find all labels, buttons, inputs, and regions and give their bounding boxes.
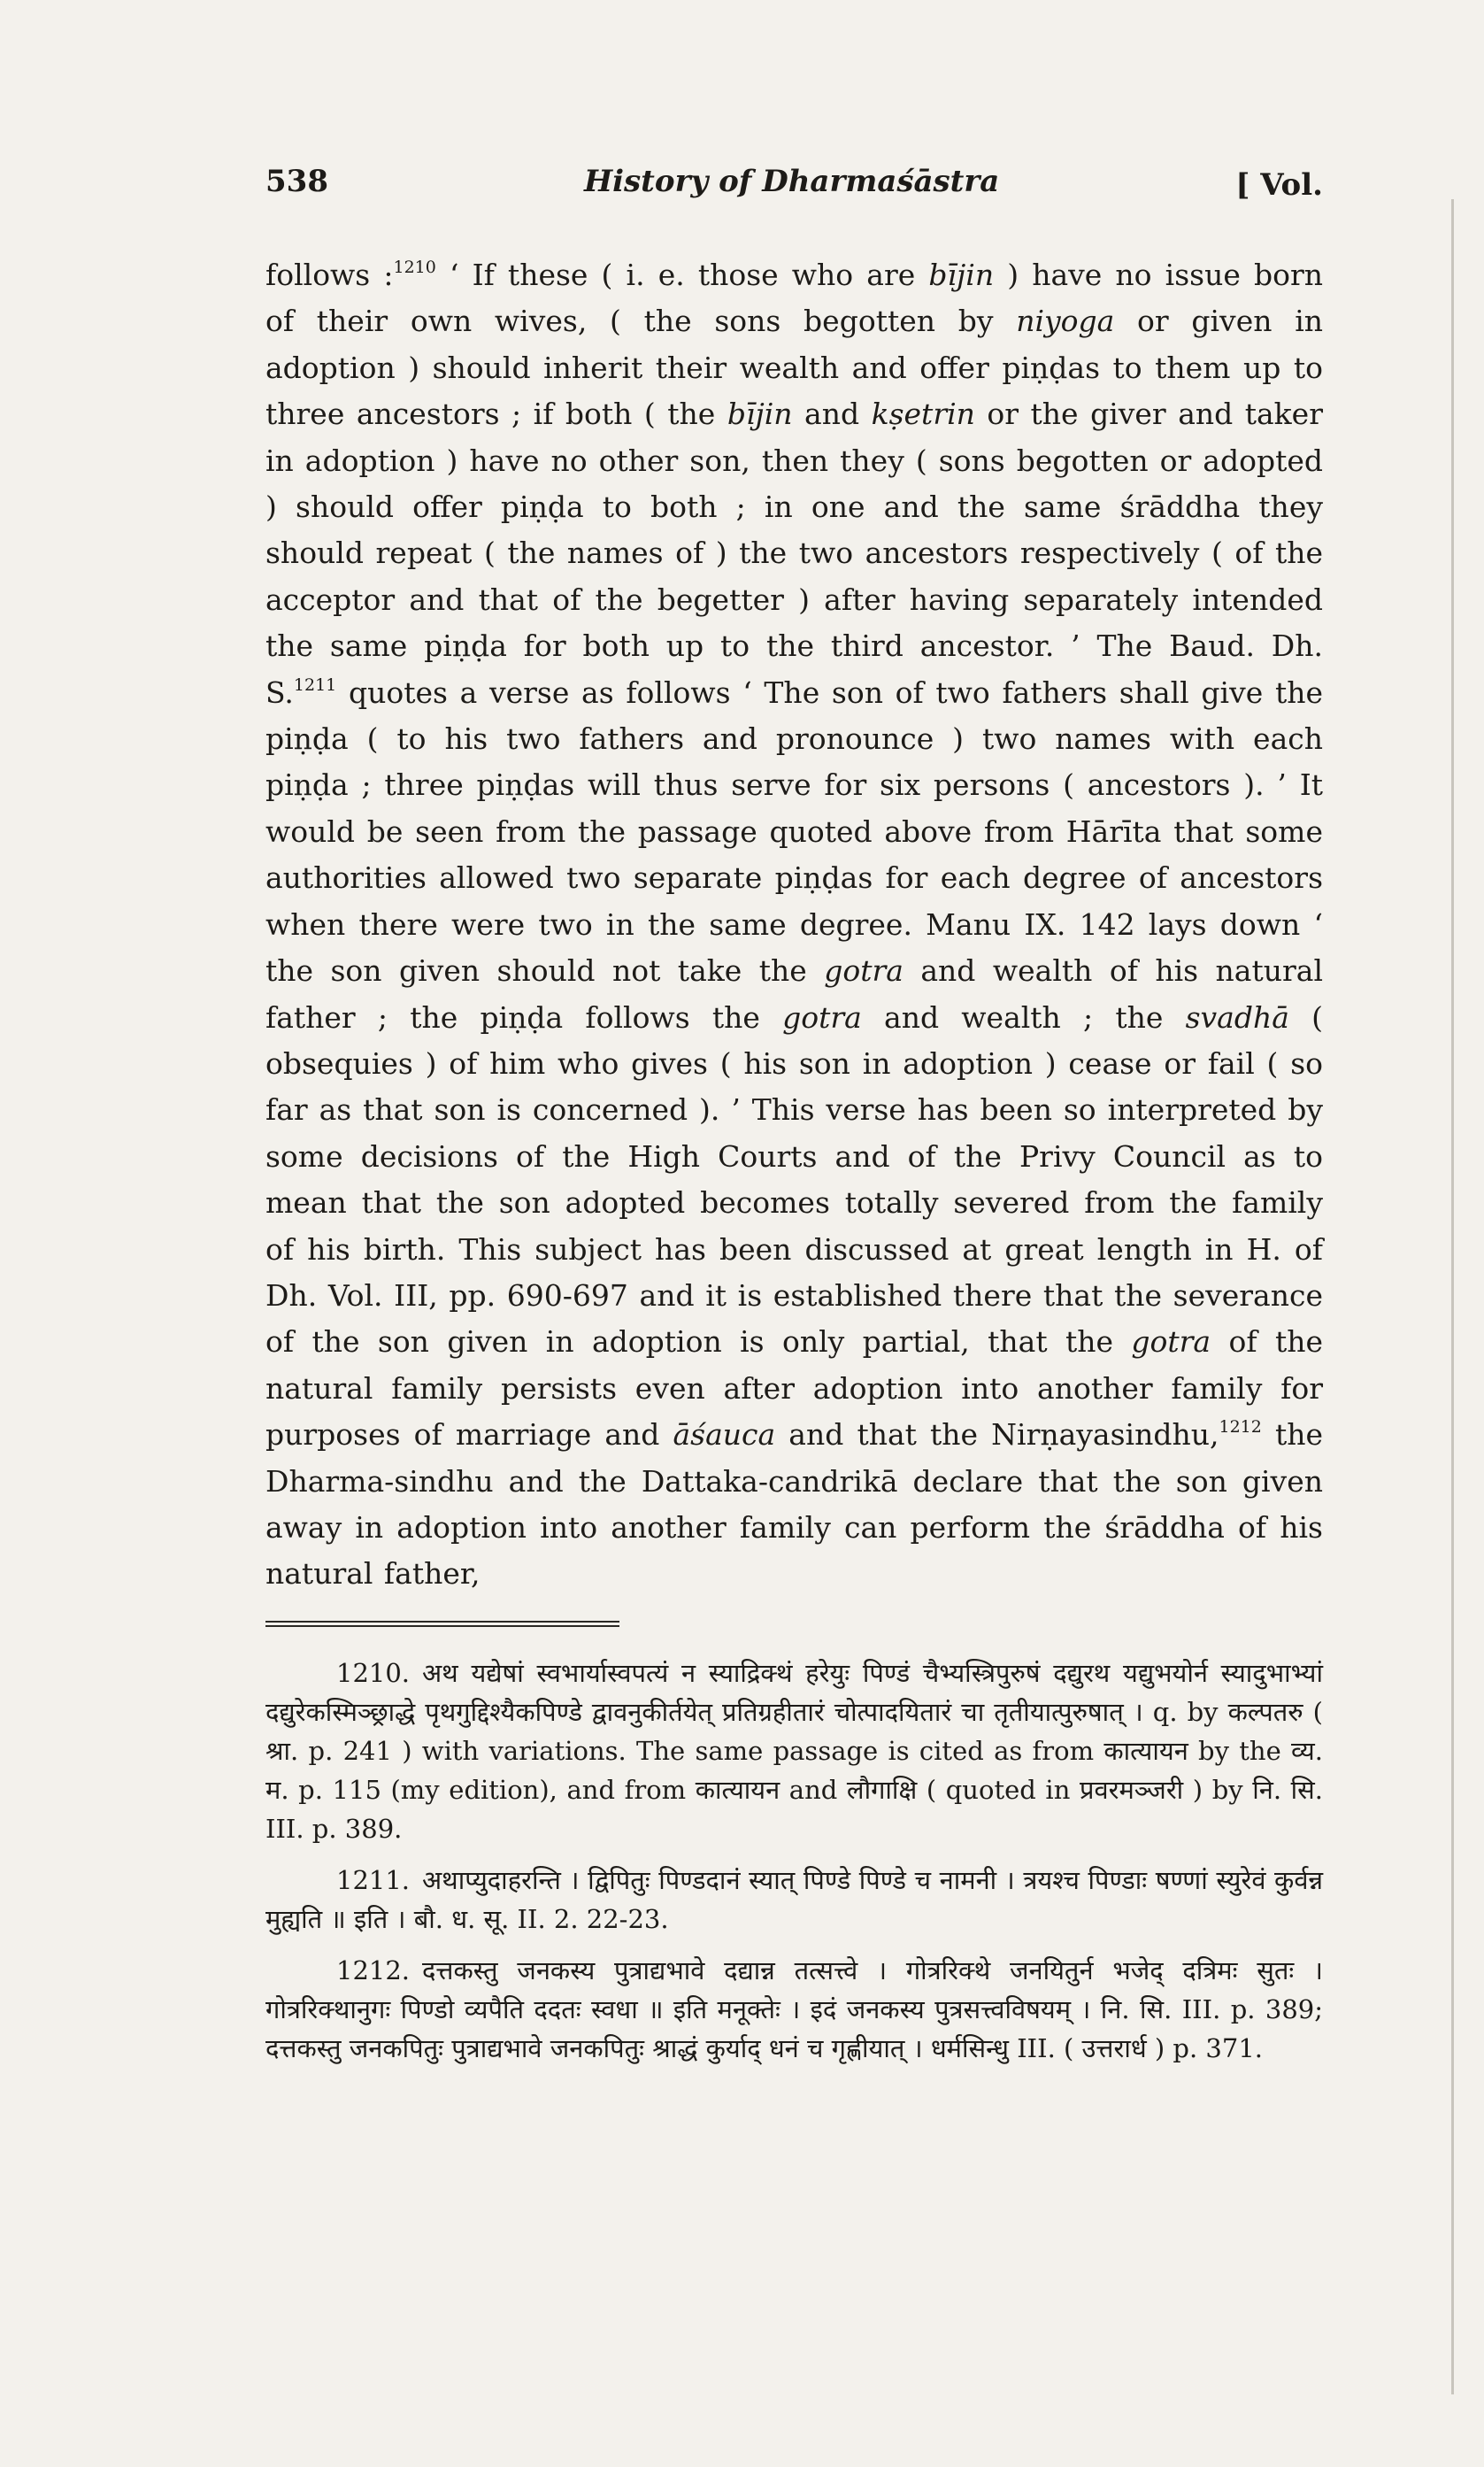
italic-term: bījin	[727, 397, 793, 432]
book-page	[265, 164, 1323, 2080]
footnote-text: दत्तकस्तु जनकस्य पुत्राद्यभावे दद्यान्न तत्सत्त्वे । गोत्ररिक्थे जनयितुर्न भजेद् दत्रिमः सुतः । गोत्ररिक्थानुगः पिण्डो व्यपैति ददतः स्वधा ॥ इति मनूक्तेः । इदं जनकस्य पुत्रसत्त्वविषयम् । नि. सि. III. p. 389; दत्तकस्तु जनकपितुः पुत्राद्यभावे जनकपितुः श्राद्धं कुर्याद् धनं च गृह्णीयात् । धर्मसिन्धु III. ( उत्तरार्ध ) p. 371.	[265, 1954, 1323, 2063]
text-span: the Dharma-sindhu and the Dattaka-candrikā declare that the son given away in adoption into another family can perform the śrāddha of his natural father,	[265, 1417, 1323, 1592]
footnote-number: 1210.	[336, 1657, 411, 1688]
italic-term: kṣetrin	[871, 397, 975, 432]
footnotes	[265, 1654, 1323, 2068]
footnote-text: अथाप्युदाहरन्ति । द्विपितुः पिण्डदानं स्यात् पिण्डे पिण्डे च नामनी । त्रयश्च पिण्डाः षण्णां स्युरेवं कुर्वन्न मुह्यति ॥ इति । बौ. ध. सू. II. 2. 22-23.	[265, 1864, 1323, 1934]
italic-term: āśauca	[673, 1417, 776, 1453]
footnote-ref-1210[interactable]: 1210	[393, 258, 436, 277]
running-title: History of Dharmaśāstra	[584, 164, 1000, 199]
text-span: quotes a verse as follows ‘ The son of two fathers shall give the piṇḍa ( to his two fathers and pronounce ) two names with each piṇḍa ; three piṇḍas will thus serve for six persons ( ancestors ). ’ It would be seen from the passage quoted above from Hārīta that some authorities allowed two separate piṇḍas for each degree of ancestors when there were two in the same degree. Manu IX. 142 lays down ‘ the son given should not take the	[265, 675, 1323, 989]
italic-term: gotra	[824, 953, 903, 989]
footnote-1212	[265, 1951, 1323, 2068]
text-span: ( obsequies ) of him who gives ( his son in adoption ) cease or fail ( so far as that son is concerned ). ’ This verse has been so interpreted by some decisions of the High Courts and of the Privy Council as to mean that the son adopted becomes totally severed from the family of his birth. This subject has been discussed at great length in H. of Dh. Vol. III, pp. 690-697 and it is established there that the severance of the son given in adoption is only partial, that the	[265, 999, 1323, 1360]
text-span: of the natural family persists even after adoption into another family for purposes of marriage and	[265, 1324, 1323, 1453]
footnote-ref-1211[interactable]: 1211	[293, 675, 337, 695]
footnote-1210	[265, 1654, 1323, 1848]
page-edge-shadow	[1451, 199, 1454, 2394]
text-span: ) have no issue born of their own wives, ( the sons begotten by	[265, 258, 1323, 339]
footnote-text: अथ यद्येषां स्वभार्यास्वपत्यं न स्याद्रिक्थं हरेयुः पिण्डं चैभ्यस्त्रिपुरुषं दद्युरथ यद्युभयोर्न स्यादुभाभ्यां दद्युरेकस्मिञ्छ्राद्धे पृथगुद्दिश्यैकपिण्डे द्वावनुकीर्तयेत् प्रतिग्रहीतारं चोत्पादयितारं चा तृतीयात्पुरुषात् । q. by कल्पतरु ( श्रा. p. 241 ) with variations. The same passage is cited as from कात्यायन by the व्य. म. p. 115 (my edition), and from कात्यायन and लौगाक्षि ( quoted in प्रवरमञ्जरी ) by नि. सि. III. p. 389.	[265, 1657, 1323, 1844]
page-number: 538	[265, 164, 328, 199]
italic-term: bījin	[928, 258, 995, 292]
italic-term: gotra	[782, 999, 862, 1035]
text-span: and wealth of his natural father ; the piṇḍa follows the	[265, 953, 1323, 1035]
text-span: or given in adoption ) should inherit their wealth and offer piṇḍas to them up to three ancestors ; if both ( the	[265, 304, 1323, 432]
volume-label: [ Vol.	[1235, 167, 1323, 203]
italic-term: niyoga	[1016, 304, 1115, 339]
running-header	[265, 164, 1323, 217]
text-span: and	[792, 397, 872, 432]
text-span: or the giver and taker in adoption ) have no other son, then they ( sons begotten or adopted ) should offer piṇḍa to both ; in one and the same śrāddha they should repeat ( the names of ) the two ancestors respectively ( of the acceptor and that of the begetter ) after having separately intended the same piṇḍa for both up to the third ancestor. ’ The Baud. Dh. S.	[265, 397, 1323, 710]
footnote-number: 1212.	[336, 1954, 411, 1985]
footnote-ref-1212[interactable]: 1212	[1219, 1417, 1262, 1438]
footnote-1211	[265, 1861, 1323, 1939]
italic-term: svadhā	[1185, 999, 1289, 1035]
text-span: ‘ If these ( i. e. those who are	[435, 258, 929, 292]
italic-term: gotra	[1131, 1324, 1211, 1360]
text-span: and wealth ; the	[861, 999, 1186, 1035]
text-span: follows :	[265, 258, 394, 292]
text-span: and that the Nirṇayasindhu,	[775, 1417, 1219, 1453]
main-paragraph	[265, 252, 1323, 1598]
footnote-divider	[265, 1621, 619, 1627]
footnote-number: 1211.	[336, 1864, 411, 1895]
